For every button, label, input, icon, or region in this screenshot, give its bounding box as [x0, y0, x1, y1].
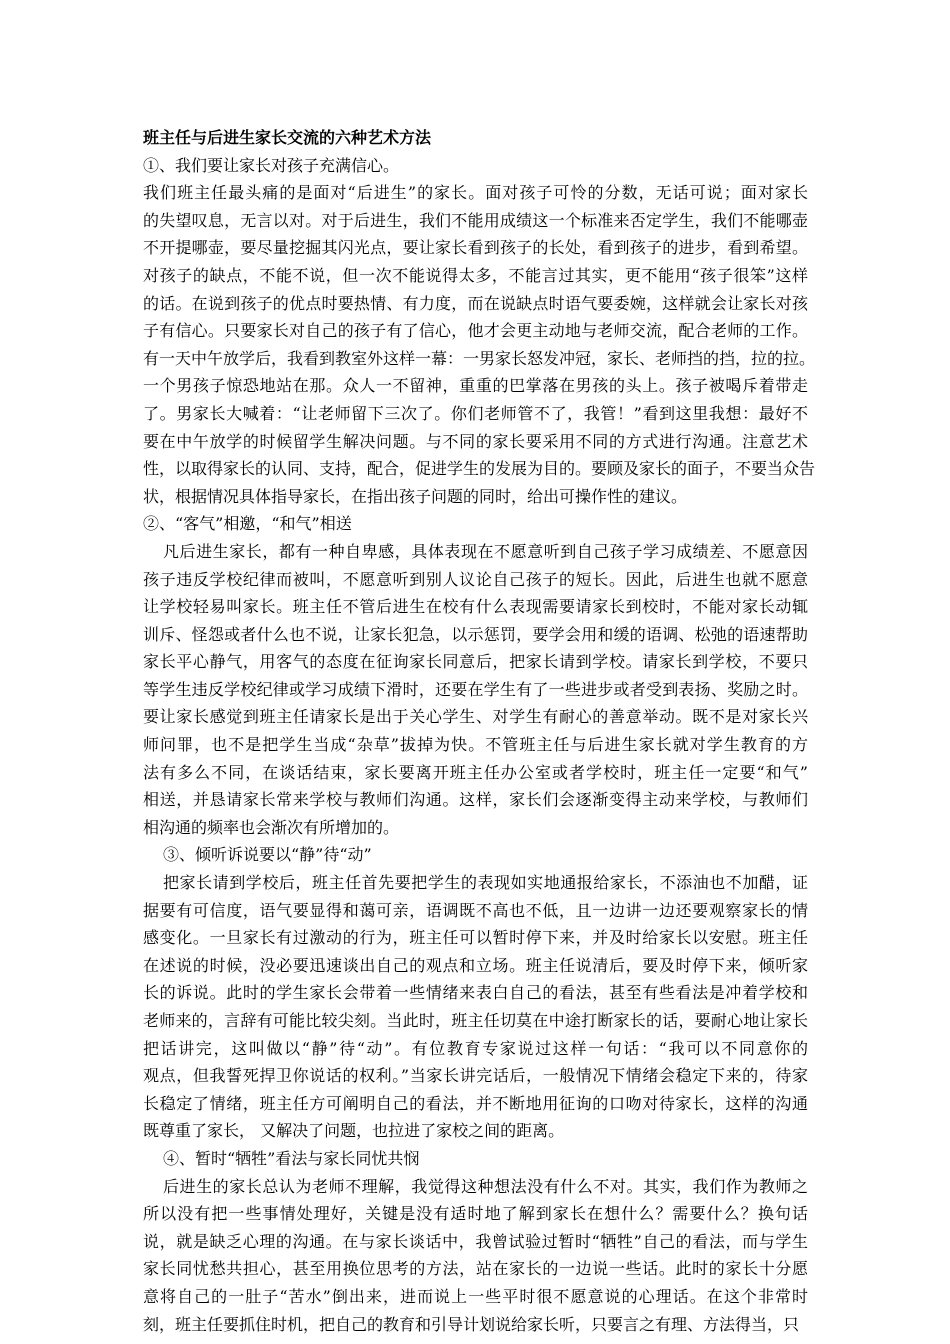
paragraph-line: 相沟通的频率也会渐次有所增加的。 — [143, 817, 400, 837]
section-heading: ④、暂时“牺牲”看法与家长同忧共悯 — [163, 1148, 420, 1168]
paragraph-line: 法有多么不同，在谈话结束，家长要离开班主任办公室或者学校时，班主任一定要“和气” — [143, 762, 808, 782]
paragraph-line: 相送，并恳请家长常来学校与教师们沟通。这样，家长们会逐渐变得主动来学校，与教师们 — [143, 790, 808, 810]
paragraph-line: 我们班主任最头痛的是面对“后进生”的家长。面对孩子可怜的分数，无话可说；面对家长 — [143, 183, 808, 203]
paragraph-line: 的话。在说到孩子的优点时要热情、有力度，而在说缺点时语气要委婉，这样就会让家长对孩 — [143, 293, 808, 313]
paragraph-line: 训斥、怪怨或者什么也不说，让家长犯急，以示惩罚，要学会用和缓的语调、松弛的语速帮助 — [143, 624, 808, 644]
document-page — [143, 124, 816, 1338]
paragraph-line: 孩子违反学校纪律而被叫，不愿意听到别人议论自己孩子的短长。因此，后进生也就不愿意 — [143, 569, 808, 589]
paragraph-line: 一个男孩子惊恐地站在那。众人一不留神，重重的巴掌落在男孩的头上。孩子被喝斥着带走 — [143, 376, 808, 396]
paragraph-line: 在述说的时候，没必要迅速谈出自己的观点和立场。班主任说清后，要及时停下来，倾听家 — [143, 955, 808, 975]
section-4 — [143, 1145, 808, 1338]
paragraph-line: 性，以取得家长的认同、支持，配合，促进学生的发展为目的。要顾及家长的面子，不要当众告 — [143, 459, 816, 479]
paragraph-line: 说，就是缺乏心理的沟通。在与家长谈话中，我曾试验过暂时“牺牲”自己的看法，而与学生 — [143, 1231, 808, 1251]
paragraph-line: 既尊重了家长， 又解决了问题，也拉进了家校之间的距离。 — [143, 1121, 565, 1141]
paragraph-line: 观点，但我誓死捍卫你说话的权利。”当家长讲完话后，一般情况下情绪会稳定下来的，待家 — [143, 1066, 808, 1086]
paragraph-line: 有一天中午放学后，我看到教室外这样一幕：一男家长怒发冲冠，家长、老师挡的挡，拉的拉。 — [143, 348, 816, 368]
paragraph-line: 让学校轻易叫家长。班主任不管后进生在校有什么表现需要请家长到校时，不能对家长动辄 — [143, 597, 808, 617]
paragraph-line: 家长同忧愁共担心，甚至用换位思考的方法，站在家长的一边说一些话。此时的家长十分愿 — [143, 1259, 808, 1279]
paragraph-line: 长稳定了情绪，班主任方可阐明自己的看法，并不断地用征询的口吻对待家长，这样的沟通 — [143, 1093, 808, 1113]
paragraph-line: 把家长请到学校后，班主任首先要把学生的表现如实地通报给家长，不添油也不加醋，证 — [163, 873, 808, 893]
paragraph-line: 不开提哪壶，要尽量挖掘其闪光点，要让家长看到孩子的长处，看到孩子的进步，看到希望。 — [143, 238, 808, 258]
paragraph-line: 状，根据情况具体指导家长，在指出孩子问题的同时，给出可操作性的建议。 — [143, 486, 688, 506]
paragraph-line: 据要有可信度，语气要显得和蔼可亲，语调既不高也不低，且一边讲一边还要观察家长的情 — [143, 900, 808, 920]
paragraph-line: 凡后进生家长，都有一种自卑感，具体表现在不愿意听到自己孩子学习成绩差、不愿意因 — [163, 541, 808, 561]
paragraph-line: 长的诉说。此时的学生家长会带着一些情绪来表白自己的看法，甚至有些看法是冲着学校和 — [143, 983, 808, 1003]
paragraph-line: 要让家长感觉到班主任请家长是出于关心学生、对学生有耐心的善意举动。既不是对家长兴 — [143, 707, 808, 727]
section-3 — [143, 841, 808, 1145]
section-heading: ③、倾听诉说要以“静”待“动” — [163, 845, 372, 865]
paragraph-line: 师问罪，也不是把学生当成“杂草”拔掉为快。不管班主任与后进生家长就对学生教育的方 — [143, 735, 808, 755]
paragraph-line: 的失望叹息，无言以对。对于后进生，我们不能用成绩这一个标准来否定学生，我们不能哪壶 — [143, 210, 808, 230]
paragraph-line: 后进生的家长总认为老师不理解，我觉得这种想法没有什么不对。其实，我们作为教师之 — [163, 1176, 808, 1196]
document-body — [143, 152, 816, 1339]
paragraph-line: 把话讲完，这叫做以“静”待“动”。有位教育专家说过这样一句话：“我可以不同意你的 — [143, 1038, 808, 1058]
document-title: 班主任与后进生家长交流的六种艺术方法 — [143, 128, 432, 147]
paragraph-line: 意将自己的一肚子“苦水”倒出来，进而说上一些平时很不愿意说的心理话。在这个非常时 — [143, 1286, 808, 1306]
paragraph-line: 感变化。一旦家长有过激动的行为，班主任可以暂时停下来，并及时给家长以安慰。班主任 — [143, 928, 808, 948]
paragraph-line: 等学生违反学校纪律或学习成绩下滑时，还要在学生有了一些进步或者受到表扬、奖励之时。 — [143, 679, 808, 699]
paragraph-line: 家长平心静气，用客气的态度在征询家长同意后，把家长请到学校。请家长到学校，不要只 — [143, 652, 808, 672]
paragraph-line: 老师来的，言辞有可能比较尖刻。当此时，班主任切莫在中途打断家长的话，要耐心地让家长 — [143, 1011, 808, 1030]
paragraph-line: 子有信心。只要家长对自己的孩子有了信心，他才会更主动地与老师交流，配合老师的工作。 — [143, 321, 808, 341]
section-heading: ②、“客气”相邀，“和气”相送 — [143, 514, 352, 534]
paragraph-line: 对孩子的缺点，不能不说，但一次不能说得太多，不能言过其实，更不能用“孩子很笨”这样 — [143, 265, 808, 285]
paragraph-line: 刻，班主任要抓住时机，把自己的教育和引导计划说给家长听，只要言之有理、方法得当，只 — [143, 1314, 800, 1334]
section-2 — [143, 510, 808, 841]
paragraph-line: 要在中午放学的时候留学生解决问题。与不同的家长要采用不同的方式进行沟通。注意艺术 — [143, 431, 808, 451]
paragraph-line: 所以没有把一些事情处理好，关键是没有适时地了解到家长在想什么？需要什么？换句话 — [143, 1204, 808, 1224]
section-heading: ①、我们要让家长对孩子充满信心。 — [143, 155, 400, 175]
paragraph-line: 了。男家长大喊着：“让老师留下三次了。你们老师管不了，我管！”看到这里我想：最好不 — [143, 403, 808, 423]
section-1 — [143, 152, 816, 511]
